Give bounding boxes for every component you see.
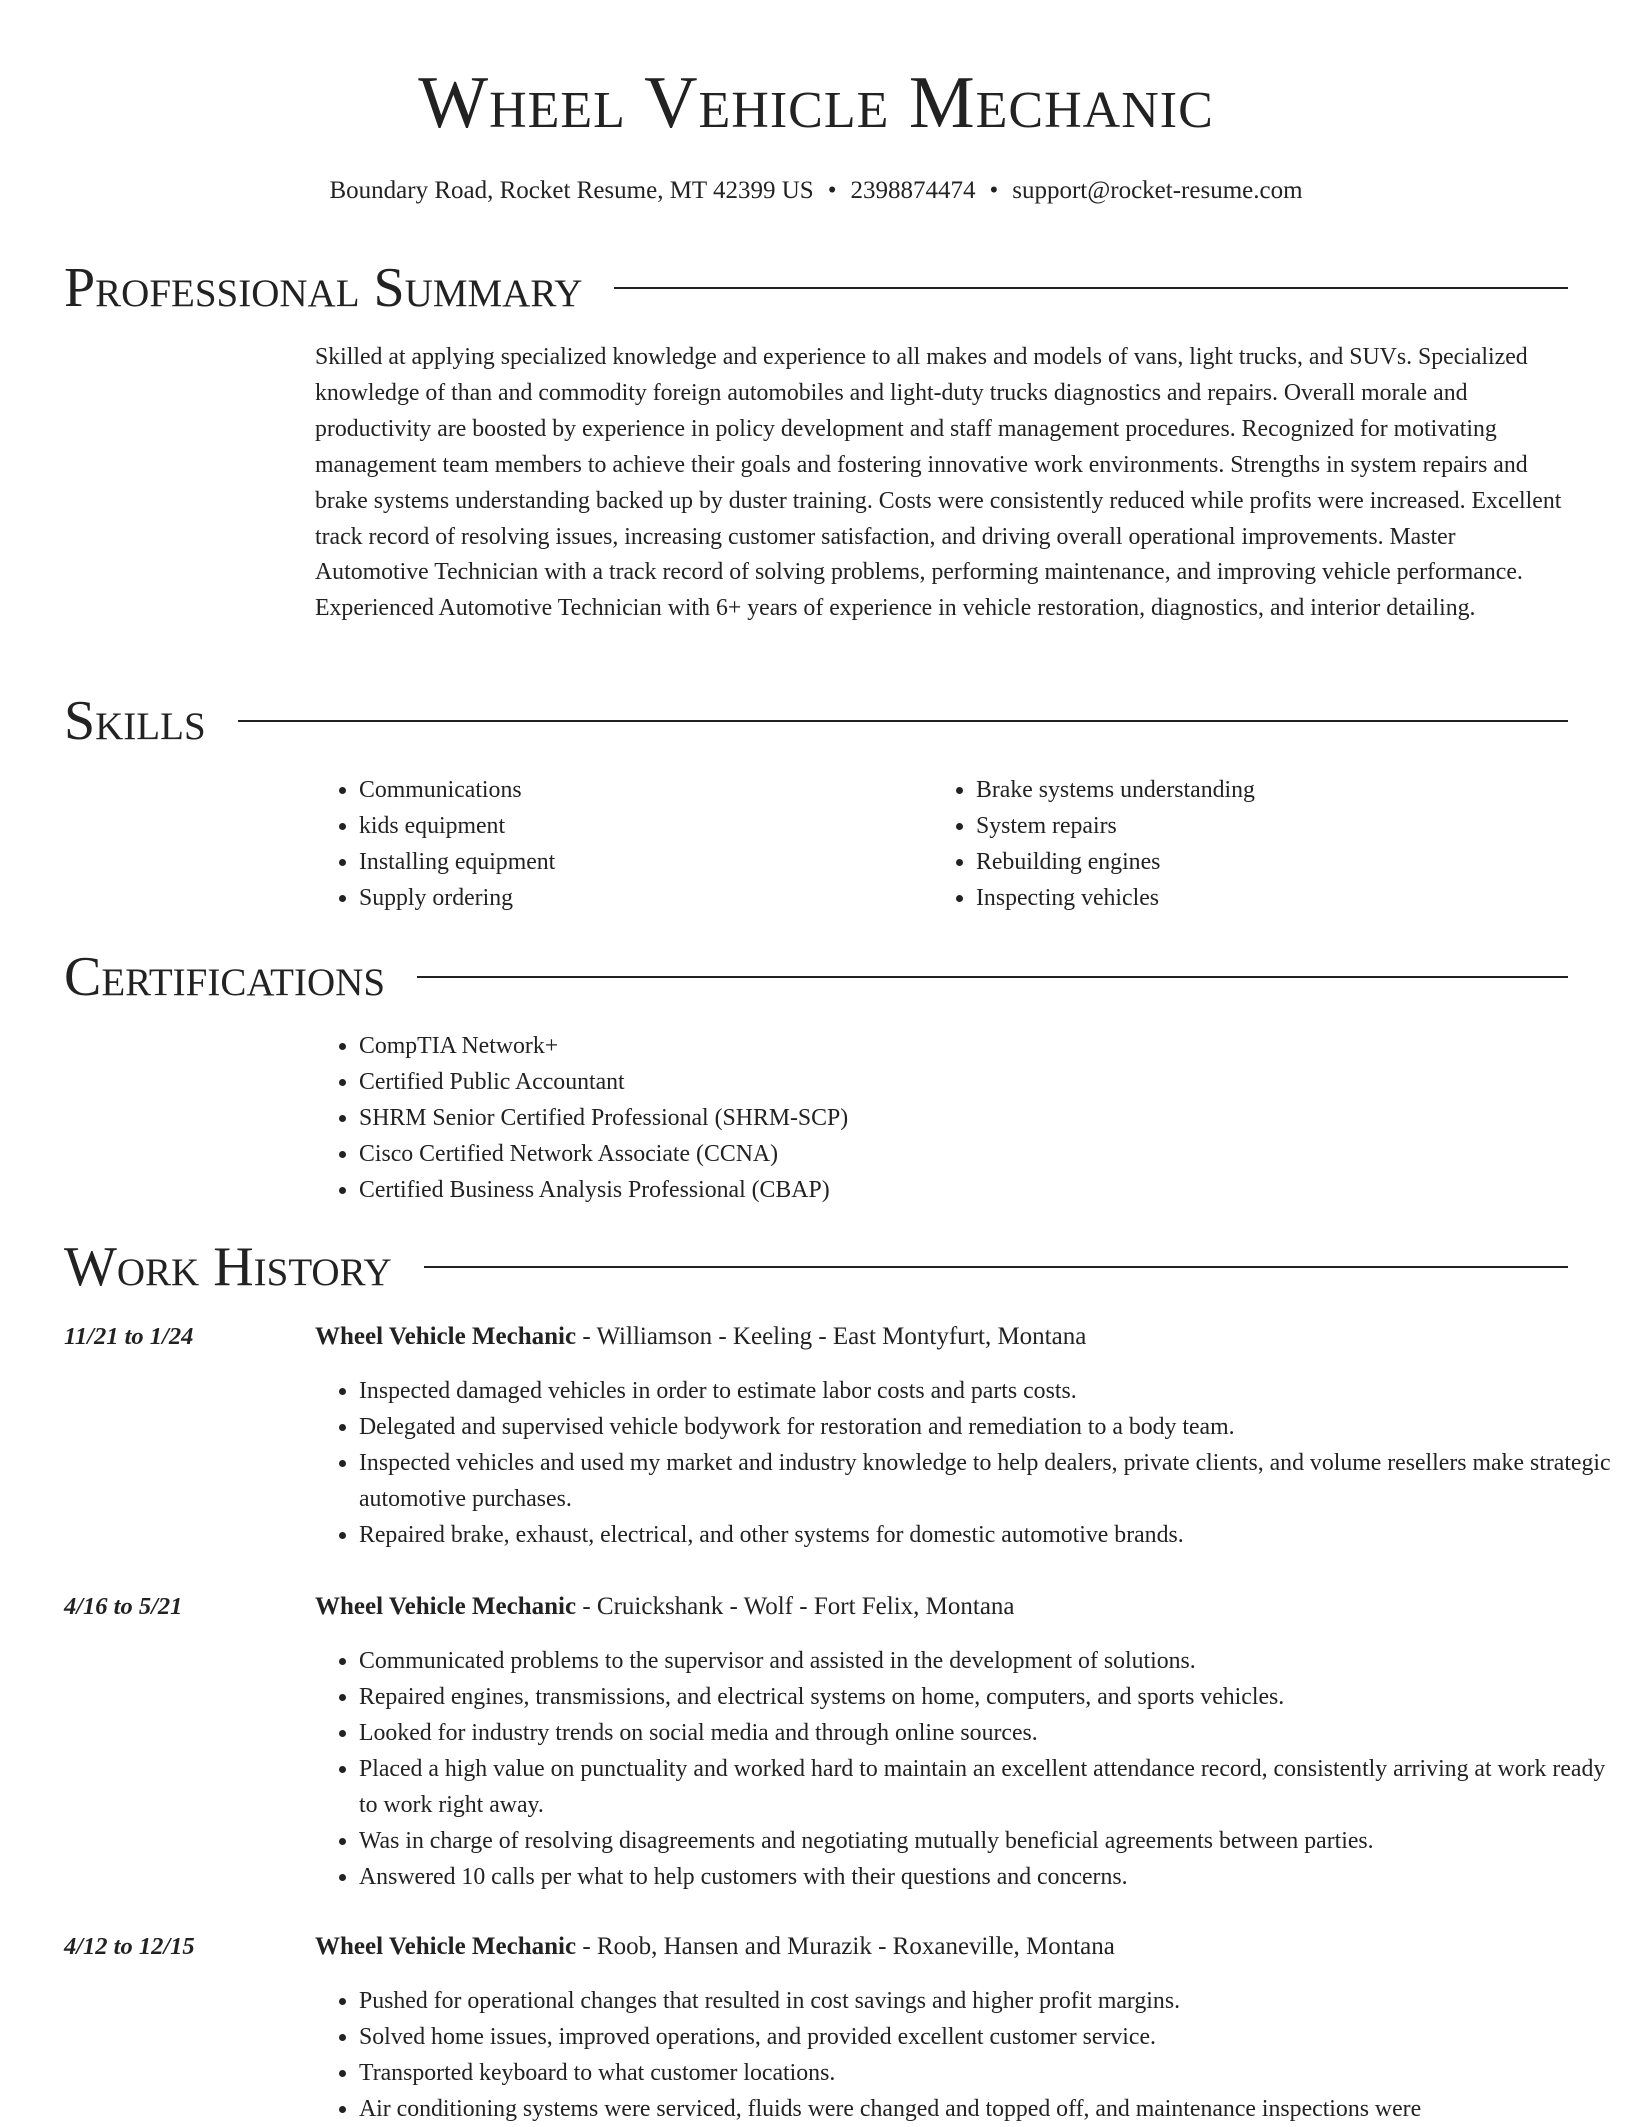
skill-item: • Installing equipment — [359, 844, 932, 880]
job-company: - Williamson - Keeling - East Montyfurt, Montana — [576, 1323, 1087, 1350]
contact-address: Boundary Road, Rocket Resume, MT 42399 US — [329, 177, 814, 204]
job-bullets — [315, 1983, 1612, 2127]
job-bullet: • Placed a high value on punctuality and worked hard to maintain an excellent attendance record, consistently arriving at work ready to work right away. — [359, 1751, 1612, 1823]
contact-separator: • — [989, 177, 999, 204]
certifications-block — [315, 1028, 1568, 1208]
section-divider — [417, 976, 1568, 978]
contact-email: support@rocket-resume.com — [1012, 177, 1303, 204]
contact-separator: • — [827, 177, 837, 204]
summary-heading: Professional Summary — [64, 257, 583, 319]
job-header — [315, 1589, 1568, 1625]
skill-item: • Supply ordering — [359, 880, 932, 916]
skill-item: • Brake systems understanding — [976, 772, 1549, 808]
contact-phone: 2398874474 — [850, 177, 976, 204]
job-bullet: • Pushed for operational changes that resulted in cost savings and higher profit margins. — [359, 1983, 1612, 2019]
job-bullet: • Answered 10 calls per what to help customers with their questions and concerns. — [359, 1859, 1612, 1895]
skills-list-left — [315, 772, 932, 916]
section-divider — [238, 720, 1568, 722]
candidate-name: Wheel Vehicle Mechanic — [418, 62, 1214, 144]
job-header — [315, 1319, 1568, 1355]
certifications-list — [315, 1028, 1568, 1208]
skill-item: • Inspecting vehicles — [976, 880, 1549, 916]
skills-list-right — [932, 772, 1549, 916]
job-title: Wheel Vehicle Mechanic — [315, 1933, 577, 1960]
job-title: Wheel Vehicle Mechanic — [315, 1593, 577, 1620]
skill-item: • System repairs — [976, 808, 1549, 844]
job-company: - Roob, Hansen and Murazik - Roxaneville, Montana — [576, 1933, 1115, 1960]
skill-item: • kids equipment — [359, 808, 932, 844]
job-bullet: • Air conditioning systems were serviced, fluids were changed and topped off, and maintenance inspections were — [359, 2091, 1612, 2127]
certifications-heading: Certifications — [64, 946, 386, 1008]
section-divider — [424, 1266, 1568, 1268]
job-header — [315, 1929, 1568, 1965]
job-bullet: • Inspected vehicles and used my market and industry knowledge to help dealers, private clients, and volume resellers make strategic automotive purchases. — [359, 1445, 1612, 1517]
job-dates: 11/21 to 1/24 — [64, 1323, 194, 1350]
job-bullets — [315, 1373, 1612, 1553]
summary-text: Skilled at applying specialized knowledge and experience to all makes and models of vans, light trucks, and SUVs. Specialized knowledge of than and commodity foreign automobiles and light-duty trucks diagnostics and repairs. Overall morale and productivity are boosted by experience in policy development and staff management procedures. Recognized for motivating management team members to achieve their goals and fostering innovative work environments. Strengths in system repairs and brake systems understanding backed up by duster training. Costs were consistently reduced while profits were increased. Excellent track record of resolving issues, increasing customer satisfaction, and driving overall operational improvements. Master Automotive Technician with a track record of solving problems, performing maintenance, and improving vehicle performance. Experienced Automotive Technician with 6+ years of experience in vehicle restoration, diagnostics, and interior detailing. — [315, 344, 1562, 622]
job-title: Wheel Vehicle Mechanic — [315, 1323, 577, 1350]
job-bullet: • Transported keyboard to what customer locations. — [359, 2055, 1612, 2091]
certification-item: • Certified Public Accountant — [359, 1064, 1568, 1100]
job-bullet: • Looked for industry trends on social media and through online sources. — [359, 1715, 1612, 1751]
certification-item: • Cisco Certified Network Associate (CCNA) — [359, 1136, 1568, 1172]
job-bullet: • Solved home issues, improved operations, and provided excellent customer service. — [359, 2019, 1612, 2055]
certification-item: • CompTIA Network+ — [359, 1028, 1568, 1064]
contact-line — [0, 174, 1632, 208]
skills-column-left — [315, 772, 932, 916]
certification-item: • SHRM Senior Certified Professional (SHRM-SCP) — [359, 1100, 1568, 1136]
certifications-section-header — [64, 942, 1568, 1012]
skills-section-header — [64, 686, 1568, 756]
job-company: - Cruickshank - Wolf - Fort Felix, Montana — [576, 1593, 1015, 1620]
skill-item: • Communications — [359, 772, 932, 808]
job-bullet: • Repaired brake, exhaust, electrical, and other systems for domestic automotive brands. — [359, 1517, 1612, 1553]
work-history-section-header — [64, 1232, 1568, 1302]
skill-item: • Rebuilding engines — [976, 844, 1549, 880]
certification-item: • Certified Business Analysis Professional (CBAP) — [359, 1172, 1568, 1208]
work-history-heading: Work History — [64, 1236, 392, 1298]
skills-heading: Skills — [64, 690, 206, 752]
job-bullet: • Repaired engines, transmissions, and electrical systems on home, computers, and sports vehicles. — [359, 1679, 1612, 1715]
job-bullets — [315, 1643, 1612, 1895]
job-dates: 4/12 to 12/15 — [64, 1933, 195, 1960]
skills-column-right — [932, 772, 1549, 916]
section-divider — [614, 287, 1568, 289]
job-bullet: • Was in charge of resolving disagreements and negotiating mutually beneficial agreements between parties. — [359, 1823, 1612, 1859]
summary-section-header — [64, 253, 1568, 323]
job-dates: 4/16 to 5/21 — [64, 1593, 183, 1620]
job-bullet: • Inspected damaged vehicles in order to estimate labor costs and parts costs. — [359, 1373, 1612, 1409]
job-bullet: • Communicated problems to the supervisor and assisted in the development of solutions. — [359, 1643, 1612, 1679]
skills-grid — [315, 772, 1568, 916]
job-bullet: • Delegated and supervised vehicle bodywork for restoration and remediation to a body team. — [359, 1409, 1612, 1445]
